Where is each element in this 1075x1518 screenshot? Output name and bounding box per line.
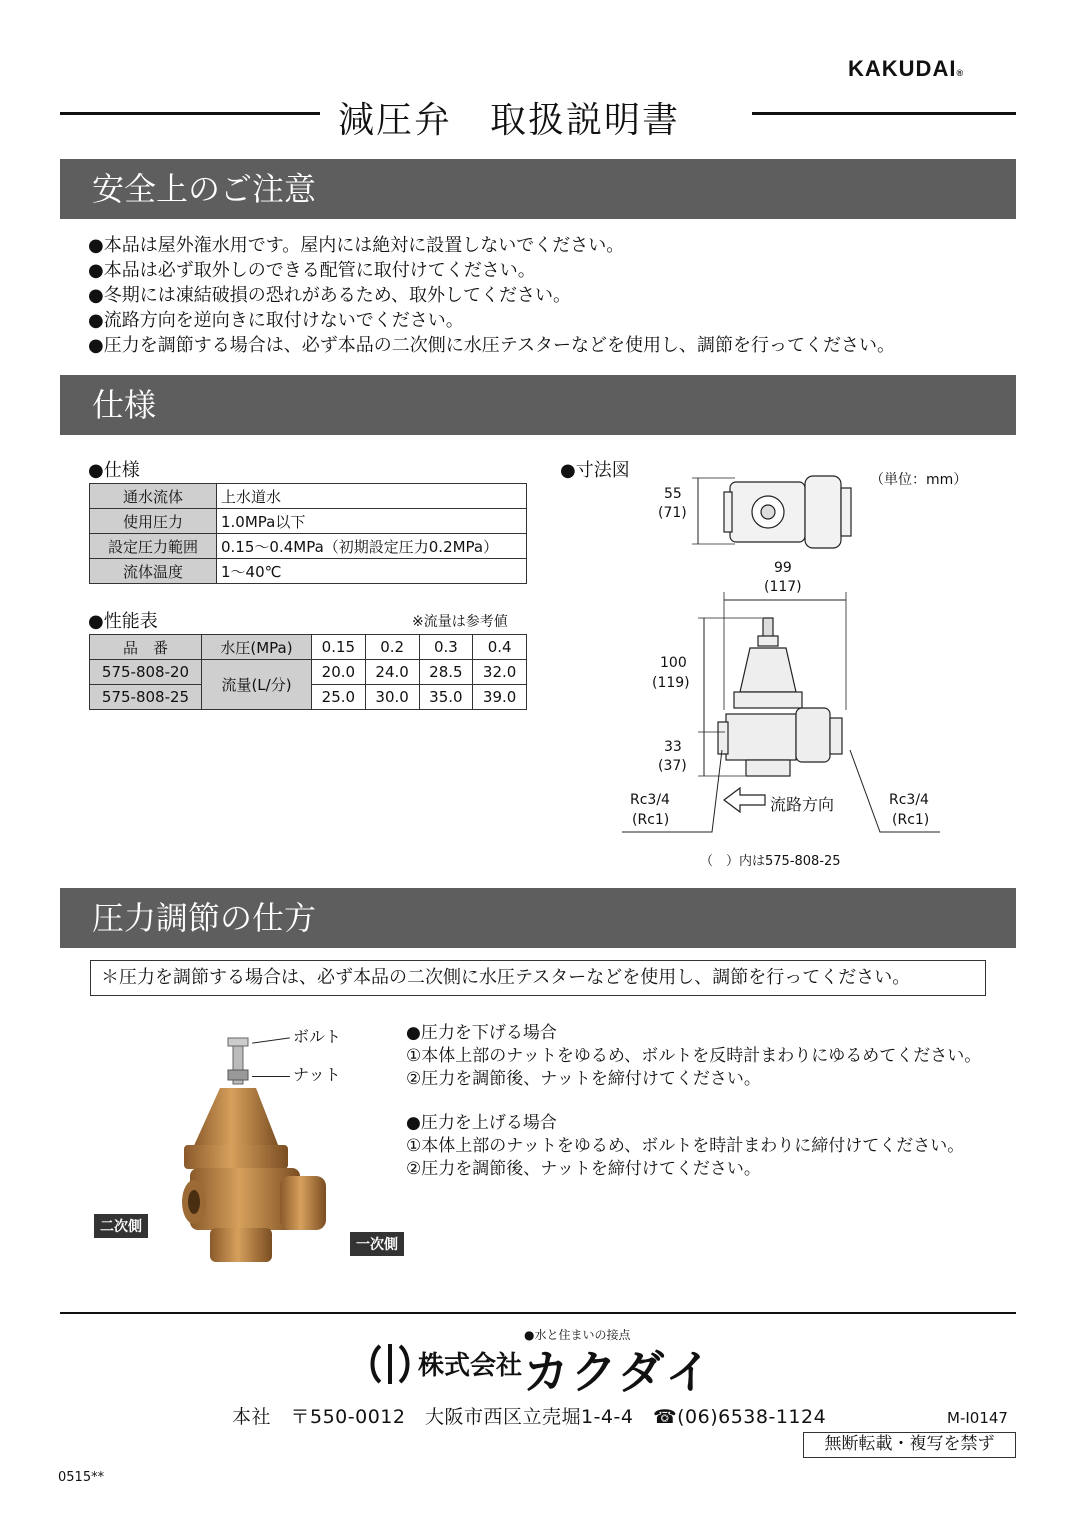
company-address: 本社 〒550-0012 大阪市西区立売堀1-4-4 ☎(06)6538-1124 <box>232 1406 827 1428</box>
brand-logo: KAKUDAI® <box>848 56 965 81</box>
perf-col-p2: 0.2 <box>365 635 419 660</box>
nut-leader <box>252 1076 290 1077</box>
decrease-step-2: ②圧力を調節後、ナットを締付けてください。 <box>406 1069 761 1089</box>
perf-code: 575-808-20 <box>90 660 202 685</box>
adjust-note: ＊圧力を調節する場合は、必ず本品の二次側に水圧テスターなどを使用し、調節を行ってください。 <box>90 960 986 996</box>
adjust-heading: 圧力調節の仕方 <box>60 888 1016 948</box>
safety-item: ●本品は必ず取外しのできる配管に取付けてください。 <box>88 260 536 281</box>
spec-table <box>89 483 527 584</box>
spec-value: 上水道水 <box>217 484 527 509</box>
dim-100: 100 <box>660 655 687 671</box>
left-port-label-b: (Rc1) <box>632 812 670 828</box>
increase-title: ●圧力を上げる場合 <box>406 1113 557 1133</box>
company-name: カクダイ <box>523 1345 714 1399</box>
perf-flow-label: 流量(L/分) <box>202 660 312 710</box>
copyright-notice: 無断転載・複写を禁ず <box>803 1432 1016 1458</box>
dimension-subheading: ●寸法図 <box>560 460 630 481</box>
document-title: 減圧弁 取扱説明書 <box>338 100 681 141</box>
perf-cell: 30.0 <box>365 685 419 710</box>
title-rule-left <box>60 112 320 115</box>
perf-col-p4: 0.4 <box>473 635 527 660</box>
safety-item: ●本品は屋外潅水用です。屋内には絶対に設置しないでください。 <box>88 235 625 256</box>
right-port-label-b: (Rc1) <box>892 812 930 828</box>
table-row <box>90 660 527 685</box>
dimension-note: （ ）内は575-808-25 <box>700 854 841 869</box>
decrease-title: ●圧力を下げる場合 <box>406 1023 557 1043</box>
decrease-step-1: ①本体上部のナットをゆるめ、ボルトを反時計まわりにゆるめてください。 <box>406 1046 982 1066</box>
secondary-side-label: 二次側 <box>94 1214 148 1238</box>
safety-heading: 安全上のご注意 <box>60 159 1016 219</box>
perf-col-pressure: 水圧(MPa) <box>202 635 312 660</box>
footer-divider <box>60 1312 1016 1314</box>
dim-119: (119) <box>652 675 690 691</box>
perf-col-p3: 0.3 <box>419 635 473 660</box>
document-number: M-I0147 <box>947 1409 1008 1427</box>
safety-item: ●冬期には凍結破損の恐れがあるため、取外してください。 <box>88 285 571 306</box>
front-view <box>718 618 842 776</box>
perf-subheading: ●性能表 <box>88 611 158 632</box>
dim-33: 33 <box>664 739 682 755</box>
perf-cell: 24.0 <box>365 660 419 685</box>
perf-col-p1: 0.15 <box>312 635 366 660</box>
perf-cell: 20.0 <box>312 660 366 685</box>
bolt-label: ボルト <box>293 1027 342 1046</box>
perf-cell: 39.0 <box>473 685 527 710</box>
perf-cell: 32.0 <box>473 660 527 685</box>
dimension-unit: （単位：mm） <box>870 472 968 488</box>
title-rule-right <box>752 112 1016 115</box>
table-row <box>90 559 527 584</box>
version-code: 0515** <box>58 1470 105 1485</box>
increase-step-1: ①本体上部のナットをゆるめ、ボルトを時計まわりに締付けてください。 <box>406 1136 965 1156</box>
company-prefix: 株式会社 <box>418 1351 523 1381</box>
table-row <box>90 635 527 660</box>
dim-99: 99 <box>774 560 792 576</box>
top-view <box>724 476 851 548</box>
dim-71: (71) <box>658 505 687 521</box>
spec-label: 設定圧力範囲 <box>90 534 217 559</box>
perf-note: ※流量は参考値 <box>412 614 508 630</box>
dim-117: (117) <box>764 579 802 595</box>
perf-col-item: 品 番 <box>90 635 202 660</box>
perf-cell: 28.5 <box>419 660 473 685</box>
spec-label: 使用圧力 <box>90 509 217 534</box>
spec-value: 1〜40℃ <box>217 559 527 584</box>
safety-list <box>88 233 895 358</box>
primary-side-label: 一次側 <box>350 1232 404 1256</box>
safety-item: ●圧力を調節する場合は、必ず本品の二次側に水圧テスターなどを使用し、調節を行ってください。 <box>88 335 895 356</box>
table-row <box>90 534 527 559</box>
dim-55: 55 <box>664 486 682 502</box>
perf-table <box>89 634 527 710</box>
flow-arrow-icon <box>724 788 765 812</box>
left-port-label: Rc3/4 <box>630 792 670 808</box>
increase-instructions <box>406 1112 964 1181</box>
spec-label: 流体温度 <box>90 559 217 584</box>
company-tagline: ●水と住まいの接点 <box>524 1328 631 1342</box>
spec-label: 通水流体 <box>90 484 217 509</box>
table-row <box>90 509 527 534</box>
decrease-instructions <box>406 1022 981 1091</box>
spec-value: 1.0MPa以下 <box>217 509 527 534</box>
safety-item: ●流路方向を逆向きに取付けないでください。 <box>88 310 464 331</box>
nut-label: ナット <box>293 1065 341 1084</box>
company-logo-icon <box>368 1342 412 1386</box>
dimension-drawing <box>600 460 970 840</box>
table-row <box>90 484 527 509</box>
spec-heading: 仕様 <box>60 375 1016 435</box>
spec-subheading: ●仕様 <box>88 460 140 481</box>
right-port-label: Rc3/4 <box>889 792 929 808</box>
flow-direction-label: 流路方向 <box>770 795 835 814</box>
dim-37: (37) <box>658 758 687 774</box>
nut-icon <box>228 1070 248 1080</box>
perf-cell: 25.0 <box>312 685 366 710</box>
perf-code: 575-808-25 <box>90 685 202 710</box>
increase-step-2: ②圧力を調節後、ナットを締付けてください。 <box>406 1159 761 1179</box>
perf-cell: 35.0 <box>419 685 473 710</box>
spec-value: 0.15〜0.4MPa（初期設定圧力0.2MPa） <box>217 534 527 559</box>
